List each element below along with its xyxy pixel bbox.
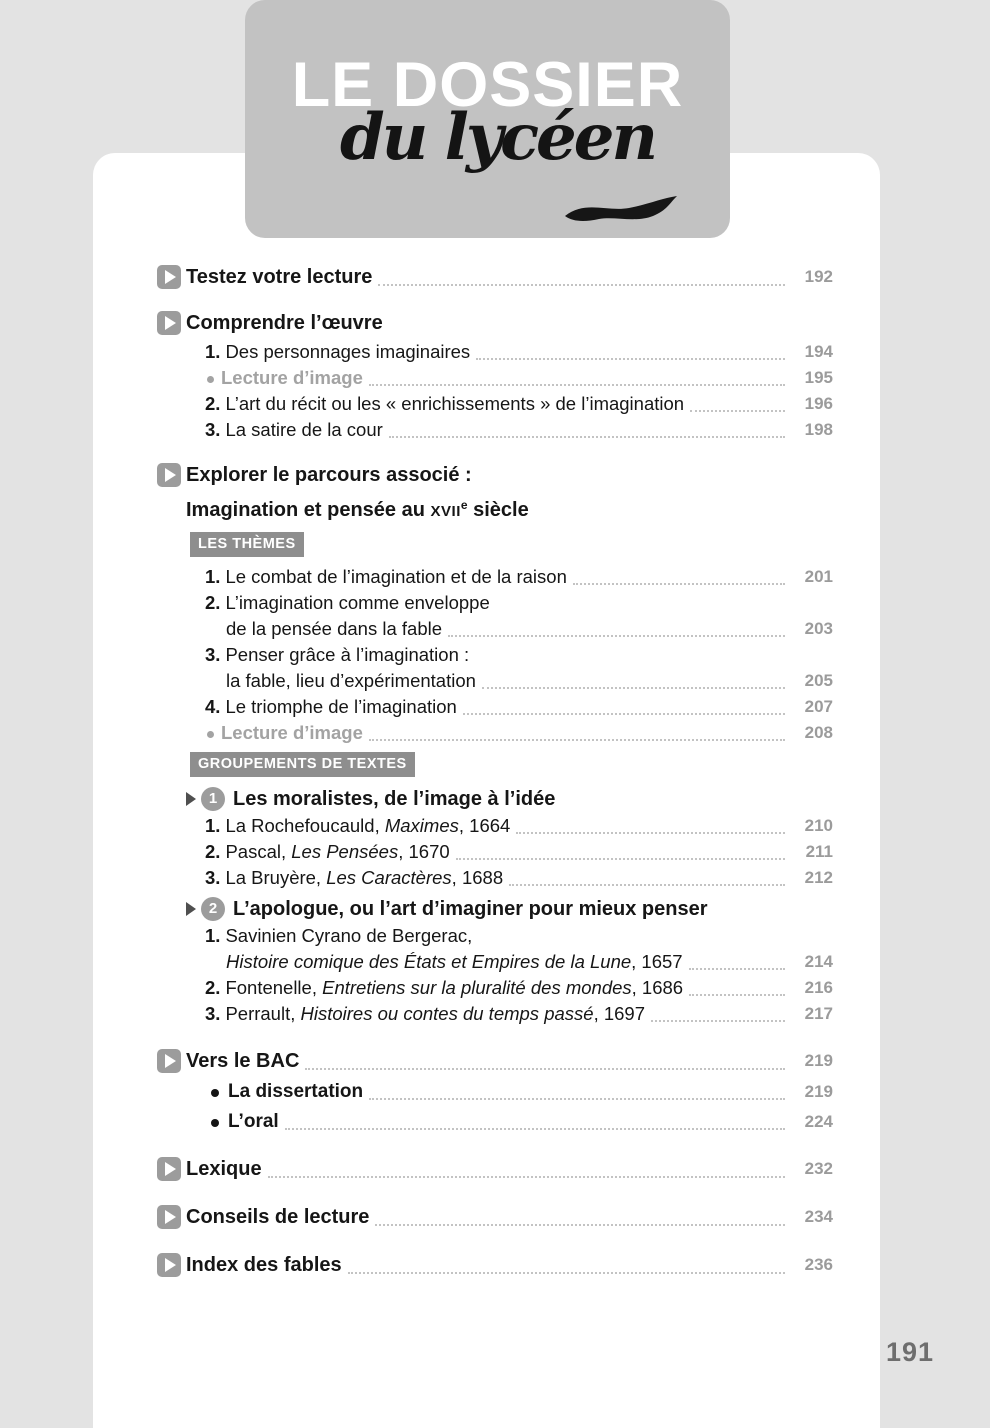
entry-text [225,865,503,891]
section-label: Index des fables [186,1254,342,1276]
toc-entry [157,694,833,720]
toc-section-comprendre [157,309,833,337]
toc-entry [157,642,833,668]
entry-text: Savinien Cyrano de Bergerac, [225,925,473,946]
dotted-leader [456,858,785,860]
label-post: siècle [467,499,529,521]
page-ref: 210 [804,816,833,835]
dotted-leader [448,635,785,637]
entry-text [225,975,683,1001]
banner-subtitle: du lycéen [340,100,655,175]
dotted-leader [689,994,785,996]
toc-section-explorer [157,461,833,489]
folio-page-number: 191 [886,1337,935,1367]
toc-entry [157,1001,833,1027]
toc-entry [157,813,833,839]
entry-number: 1. [205,815,221,836]
bullet-icon [207,376,214,383]
toc-section-lexique [157,1155,833,1183]
play-icon [157,1049,181,1073]
entry-number: 2. [205,977,221,998]
toc-group-2 [157,895,833,923]
page-ref: 196 [804,394,833,413]
content-card [93,153,880,1428]
entry-text [226,949,683,975]
toc-entry-continuation [157,949,833,975]
entry-number: 3. [205,1003,221,1024]
label-pre: Imagination et pensée au [186,499,431,521]
entry-text: La dissertation [228,1081,364,1102]
entry-number: 3. [205,419,221,440]
section-label: Vers le BAC [186,1050,300,1072]
dotted-leader [573,583,785,585]
entry-number: 4. [205,696,221,717]
entry-number: 1. [205,925,221,946]
play-icon [157,1157,181,1181]
page-ref: 194 [804,342,833,361]
dotted-leader [348,1272,785,1274]
toc-entry [157,975,833,1001]
dossier-banner [245,0,730,238]
play-icon [157,1205,181,1229]
entry-text: Le combat de l’imagination et de la raison [225,566,567,587]
group-title: Les moralistes, de l’image à l’idée [233,788,556,810]
dotted-leader [389,436,785,438]
entry-text: Lecture d’image [221,722,363,743]
page-ref: 203 [804,619,833,638]
entry-title-italic: Histoire comique des États et Empires de la Lune [226,951,632,972]
page-ref: 201 [804,567,833,586]
entry-number: 1. [205,341,221,362]
dotted-leader [369,1098,785,1100]
entry-title-italic: Entretiens sur la pluralité des mondes [322,977,632,998]
groupements-badge: GROUPEMENTS DE TEXTES [190,752,415,777]
bullet-icon [211,1119,219,1127]
toc-entry [157,839,833,865]
page-ref: 198 [804,420,833,439]
page-ref: 208 [804,723,833,742]
dotted-leader [463,713,785,715]
toc-section-index [157,1251,833,1279]
entry-number: 3. [205,867,221,888]
entry-text [225,1001,645,1027]
play-icon [157,463,181,487]
dotted-leader [305,1068,785,1070]
entry-text-part: , 1697 [593,1003,646,1024]
dotted-leader [378,284,785,286]
section-label: Comprendre l’œuvre [186,312,383,334]
entry-text [225,813,510,839]
play-icon [157,311,181,335]
entry-text: La satire de la cour [225,419,383,440]
dotted-leader [509,884,785,886]
entry-text: Le triomphe de l’imagination [225,696,457,717]
entry-text-part: Fontenelle, [225,977,323,998]
entry-title-italic: Histoires ou contes du temps passé [300,1003,594,1024]
entry-text: Des personnages imaginaires [225,341,471,362]
page-ref: 236 [804,1255,833,1274]
page-ref: 232 [804,1159,833,1178]
entry-text-part: La Bruyère, [225,867,327,888]
entry-text-part: Perrault, [225,1003,301,1024]
bullet-icon [207,731,214,738]
groupements-badge-row [157,752,833,777]
toc-entry [157,590,833,616]
entry-number: 2. [205,841,221,862]
bullet-icon [211,1089,219,1097]
page-ref: 234 [804,1207,833,1226]
toc-section-conseils [157,1203,833,1231]
entry-text: Lecture d’image [221,367,363,388]
toc-entry [157,417,833,443]
section-label: Conseils de lecture [186,1206,370,1228]
toc-entry-lecture-image [157,720,833,746]
entry-number: 3. [205,644,221,665]
entry-text-part: La Rochefoucauld, [225,815,385,836]
page-ref: 219 [804,1051,833,1070]
page-ref: 216 [804,978,833,997]
themes-badge-row [157,532,833,557]
toc-entry [157,865,833,891]
entry-text: de la pensée dans la fable [226,618,443,639]
dotted-leader [369,739,785,741]
section-label-part [186,491,529,526]
entry-title-italic: Maximes [384,815,459,836]
entry-text-part: , 1688 [451,867,504,888]
entry-text-part: , 1657 [631,951,683,972]
triangle-right-icon [186,902,196,916]
toc-entry [157,564,833,590]
page-ref: 217 [804,1004,833,1023]
dotted-leader [651,1020,785,1022]
page-ref: 205 [804,671,833,690]
entry-title-italic: Les Caractères [326,867,452,888]
toc-section-bac [157,1047,833,1075]
page-ref: 192 [804,267,833,286]
entry-number: 2. [205,592,221,613]
entry-number: 2. [205,393,221,414]
group-number-badge: 1 [201,787,225,811]
ordinal-sup: e [460,498,468,512]
toc-entry [157,391,833,417]
toc-entry-continuation [157,668,833,694]
entry-text-part: , 1670 [398,841,450,862]
page-ref: 214 [804,952,833,971]
entry-text-part: , 1686 [631,977,684,998]
toc-entry-continuation [157,616,833,642]
entry-text-part: Pascal, [225,841,292,862]
entry-text: L’imagination comme enveloppe [225,592,490,613]
dotted-leader [689,968,785,970]
roman-numeral: XVII [430,503,461,520]
entry-text: la fable, lieu d’expérimentation [226,670,476,691]
toc-entry-dissertation [157,1079,833,1105]
entry-title-italic: Les Pensées [291,841,399,862]
dotted-leader [482,687,785,689]
entry-number: 1. [205,566,221,587]
entry-text-part: , 1664 [458,815,511,836]
dotted-leader [285,1128,785,1130]
dotted-leader [690,410,785,412]
entry-text [225,839,449,865]
toc-entry [157,339,833,365]
page-ref: 219 [804,1082,833,1101]
toc-group-1 [157,785,833,813]
toc-section-testez [157,263,833,291]
page-ref: 207 [804,697,833,716]
play-icon [157,1253,181,1277]
group-title: L’apologue, ou l’art d’imaginer pour mieux penser [233,898,708,920]
toc-entry [157,923,833,949]
dotted-leader [268,1176,785,1178]
swoosh-icon [563,196,681,226]
toc-entry-lecture-image [157,365,833,391]
toc-entry-oral [157,1109,833,1135]
dotted-leader [476,358,785,360]
page-ref: 212 [804,868,833,887]
entry-text: L’oral [228,1111,279,1132]
toc-section-explorer-line2 [157,491,833,526]
page-ref: 224 [804,1112,833,1131]
page-ref: 195 [804,368,833,387]
entry-text: Penser grâce à l’imagination : [225,644,470,665]
play-icon [157,265,181,289]
themes-badge: LES THÈMES [190,532,304,557]
entry-text: L’art du récit ou les « enrichissements » de l’imagination [225,393,685,414]
page-ref: 211 [805,842,833,861]
dotted-leader [375,1224,785,1226]
group-number-badge: 2 [201,897,225,921]
section-label: Lexique [186,1158,262,1180]
table-of-contents [93,153,880,1281]
section-label: Explorer le parcours associé : [186,464,472,486]
triangle-right-icon [186,792,196,806]
section-label: Testez votre lecture [186,266,373,288]
banner-title: LE DOSSIER [291,50,684,120]
dotted-leader [369,384,785,386]
dotted-leader [516,832,785,834]
